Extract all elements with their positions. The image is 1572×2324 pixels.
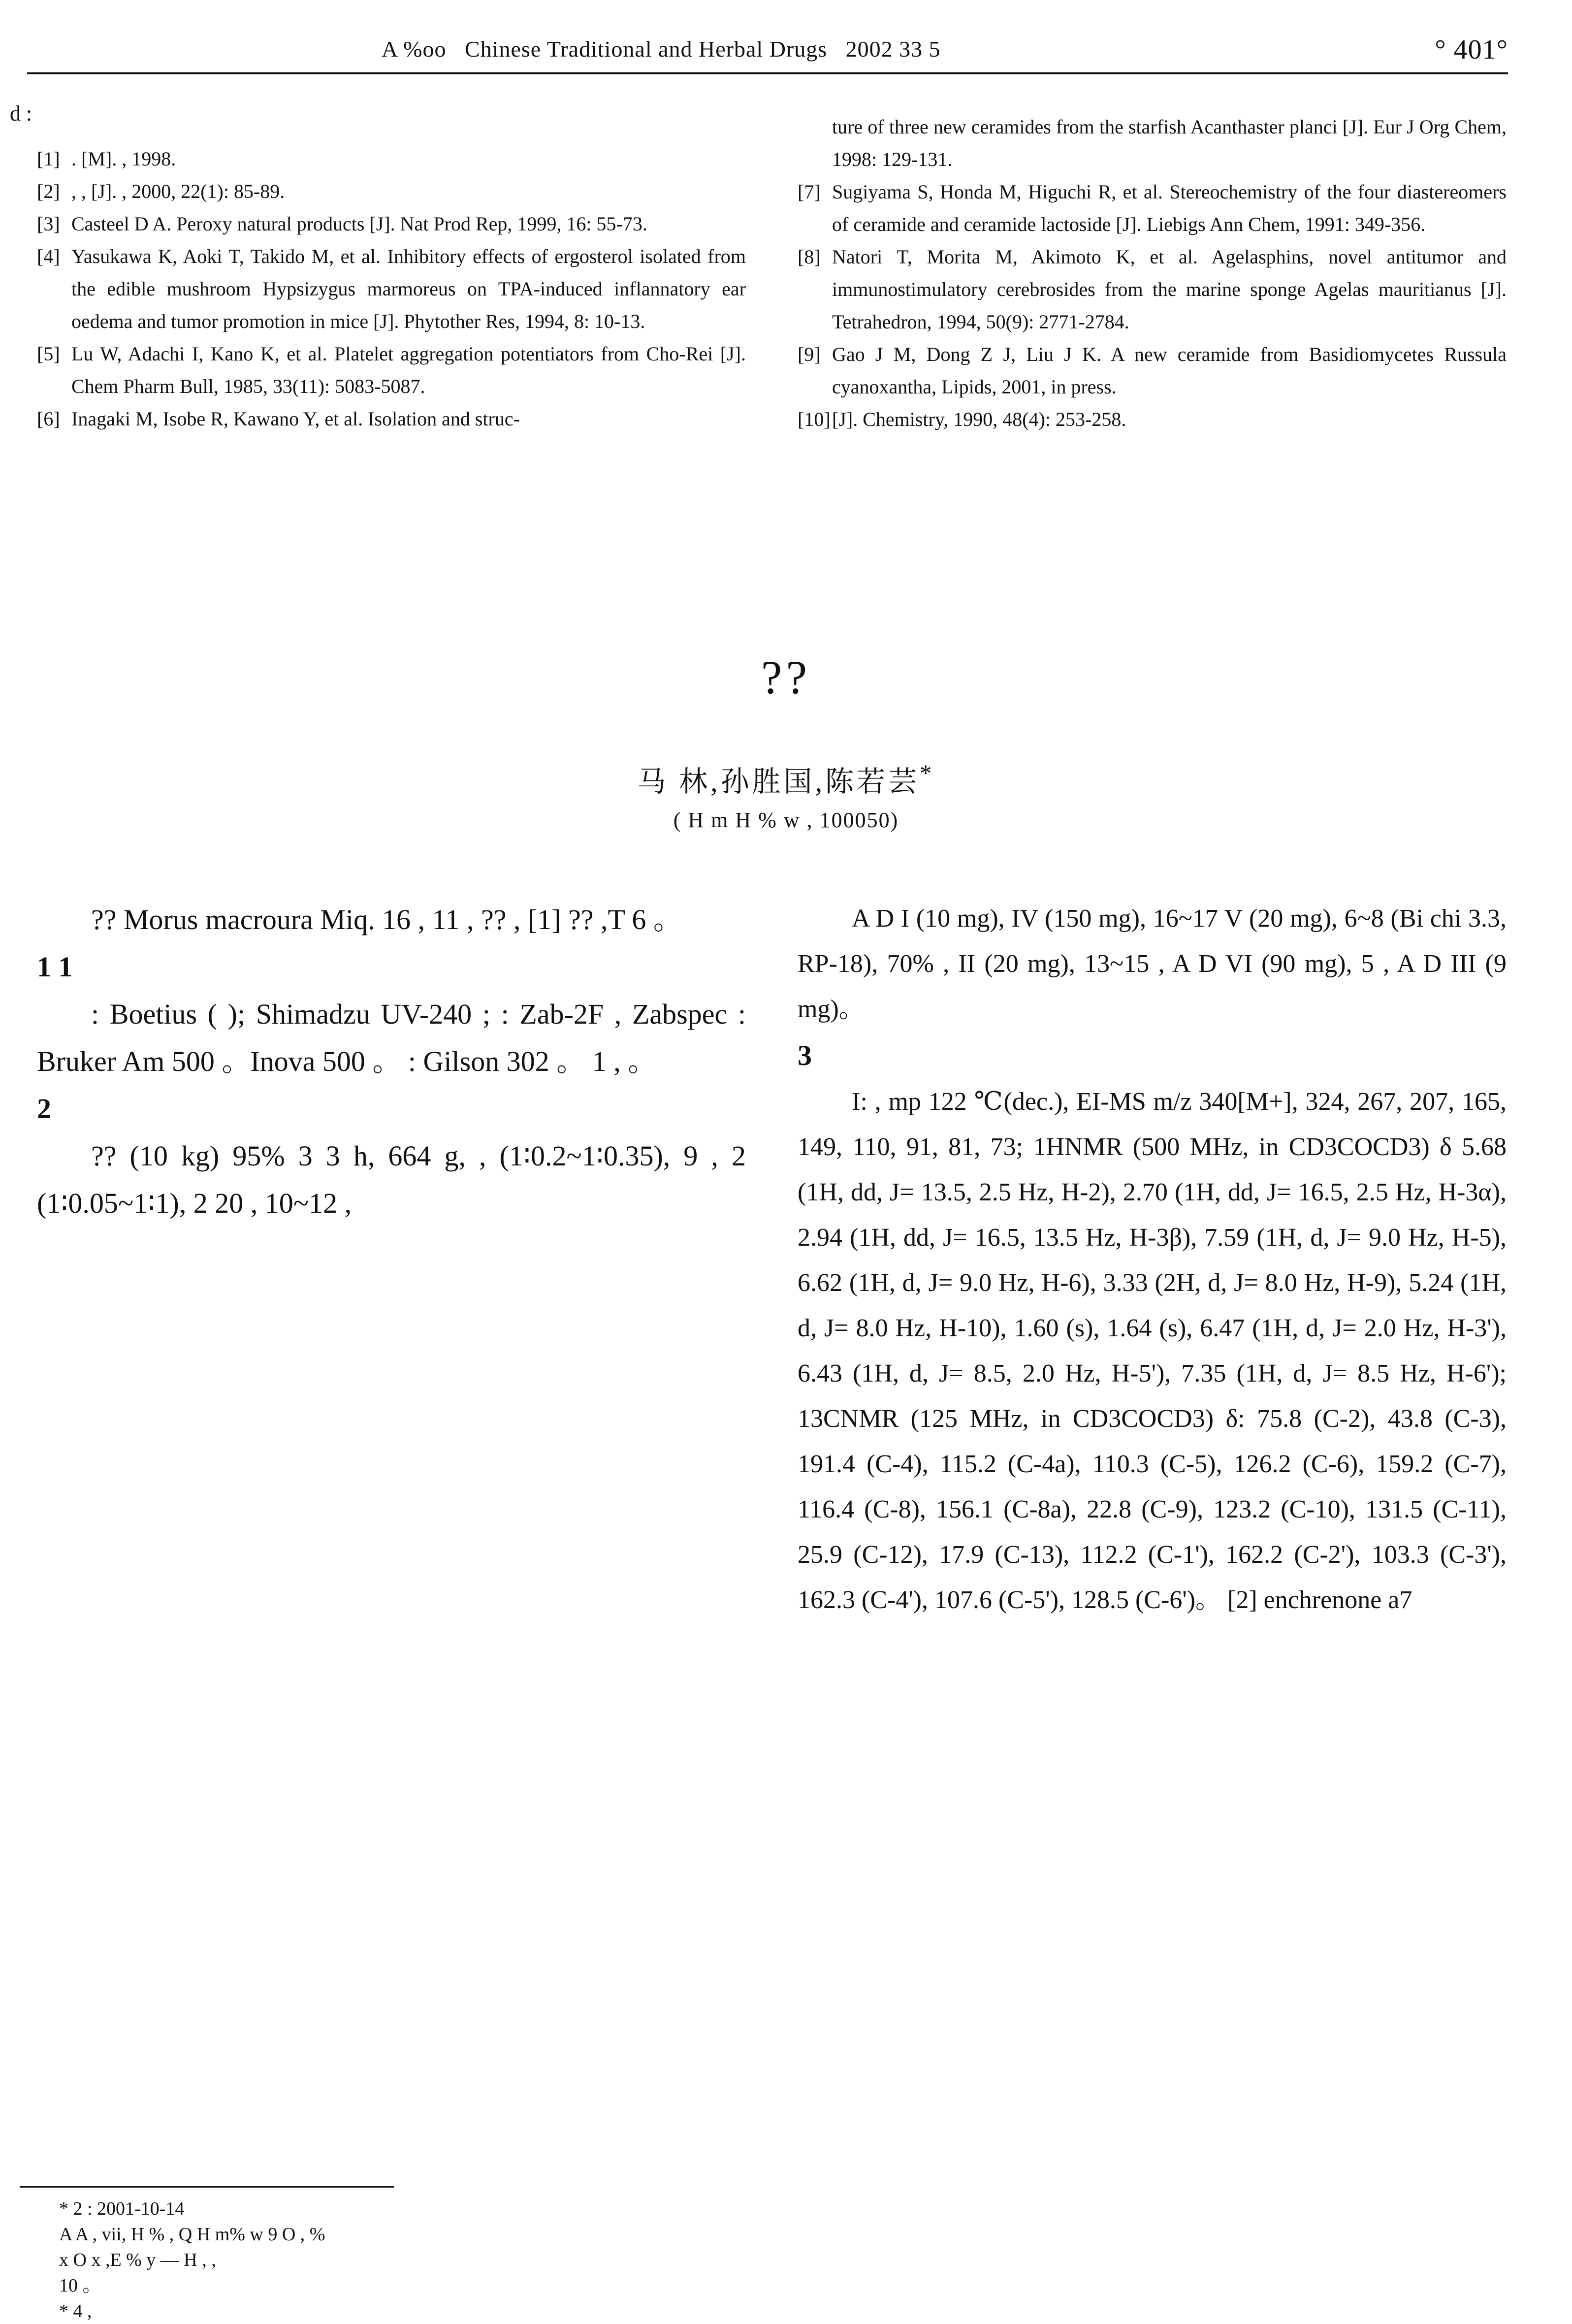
running-header bbox=[27, 27, 1508, 71]
body-right-column bbox=[798, 896, 1507, 1623]
reference-item: [3] Casteel D A. Peroxy natural products [J]. Nat Prod Rep, 1999, 16: 55-73. bbox=[37, 213, 647, 235]
spectral-data-paragraph: I: , mp 122 ℃(dec.), EI-MS m/z 340[M+], 324, 267, 207, 165, 149, 110, 91, 81, 73; 1HNMR (500 MHz, in CD3COCD3) δ 5.68 (1H, dd, J= 13.5, 2.5 Hz, H-2), 2.70 (1H, dd, J= 16.5, 2.5 Hz, H-3α), 2.94 (1H, dd, J= 16.5, 13.5 Hz, H-3β), 7.59 (1H, d, J= 9.0 Hz, H-5), 6.62 (1H, d, J= 9.0 Hz, H-6), 3.33 (2H, d, J= 8.0 Hz, H-9), 5.24 (1H, d, J= 8.0 Hz, H-10), 1.60 (s), 1.64 (s), 6.47 (1H, d, J= 2.0 Hz, H-3'), 6.43 (1H, d, J= 8.5, 2.0 Hz, H-5'), 7.35 (1H, d, J= 8.5 Hz, H-6'); 13CNMR (125 MHz, in CD3COCD3) δ: 75.8 (C-2), 43.8 (C-3), 191.4 (C-4), 115.2 (C-4a), 110.3 (C-5), 126.2 (C-6), 159.2 (C-7), 116.4 (C-8), 156.1 (C-8a), 22.8 (C-9), 123.2 (C-10), 131.5 (C-11), 25.9 (C-12), 17.9 (C-13), 112.2 (C-1'), 162.2 (C-2'), 103.3 (C-3'), 162.3 (C-4'), 107.6 (C-5'), 128.5 (C-6')。 [2] enchrenone a7 bbox=[798, 1088, 1507, 1614]
reference-item: [7] Sugiyama S, Honda M, Higuchi R, et al. Stereochemistry of the four diastereomers of ceramide and ceramide lactoside [J]. Liebigs Ann Chem, 1991: 349-356. bbox=[798, 181, 1507, 235]
footnotes bbox=[59, 2196, 1487, 2324]
body-left-column bbox=[37, 896, 746, 1227]
author-mark: * bbox=[920, 760, 935, 787]
reference-item: [1] . [M]. , 1998. bbox=[37, 148, 176, 170]
reference-item: [5] Lu W, Adachi I, Kano K, et al. Platelet aggregation potentiators from Cho-Rei [J]. Chem Pharm Bull, 1985, 33(11): 5083-5087. bbox=[37, 343, 746, 397]
extraction-paragraph: ?? (10 kg) 95% 3 3 h, 664 g, , (1∶0.2~1∶0.35), 9 , 2 (1∶0.05~1∶1), 2 20 , 10~12 , bbox=[37, 1140, 746, 1219]
reference-item: [9] Gao J M, Dong Z J, Liu J K. A new ceramide from Basidiomycetes Russula cyanoxantha, Lipids, 2001, in press. bbox=[798, 343, 1507, 398]
references-right-column bbox=[798, 111, 1507, 436]
section-heading-1: 1 1 bbox=[37, 951, 73, 983]
intro-paragraph: ?? Morus macroura Miq. 16 , 11 , ?? , [1] ?? ,T 6 。 bbox=[91, 904, 682, 936]
page-number: ° 401° bbox=[1435, 34, 1508, 65]
footnote-line: * 4 , bbox=[59, 2301, 92, 2322]
article-title: ?? bbox=[761, 651, 811, 704]
footnote-line: 10 。 bbox=[59, 2275, 101, 2296]
footnote-rule bbox=[20, 2186, 394, 2188]
instruments-paragraph: : Boetius ( ); Shimadzu UV-240 ; : Zab-2F , Zabspec : Bruker Am 500 。Inova 500 。 : Gilson 302 。 1 , 。 bbox=[37, 998, 746, 1077]
reference-item: [2] , , [J]. , 2000, 22(1): 85-89. bbox=[37, 180, 285, 202]
article-affiliation: ( H m H % w , 100050) bbox=[673, 808, 899, 832]
references-left-column bbox=[37, 143, 746, 435]
footnote-line: x O x ,E % y — H , , bbox=[59, 2250, 216, 2270]
reference-item: [6] Inagaki M, Isobe R, Kawano Y, et al. Isolation and struc- bbox=[37, 408, 520, 430]
article-authors bbox=[0, 758, 1572, 800]
section-heading-2: 2 bbox=[37, 1093, 51, 1125]
section-heading-3: 3 bbox=[798, 1039, 812, 1071]
reference-item: [10] [J]. Chemistry, 1990, 48(4): 253-258. bbox=[798, 408, 1126, 430]
references-label: d : bbox=[10, 101, 32, 126]
running-title: A %oo Chinese Traditional and Herbal Drugs 2002 33 5 bbox=[382, 36, 941, 62]
footnote-received: * 2 : 2001-10-14 bbox=[59, 2198, 185, 2219]
isolation-paragraph: A D I (10 mg), IV (150 mg), 16~17 V (20 mg), 6~8 (Bi chi 3.3, RP-18), 70% , II (20 mg), 13~15 , A D VI (90 mg), 5 , A D III (9 mg)。 bbox=[798, 904, 1507, 1023]
reference-item: [4] Yasukawa K, Aoki T, Takido M, et al. Inhibitory effects of ergosterol isolated from the edible mushroom Hypsizygus marmoreus on TPA-induced inflannatory ear oedema and tumor promotion in mice [J]. Phytother Res, 1994, 8: 10-13. bbox=[37, 245, 746, 332]
footnote-line: A A , vii, H % , Q H m% w 9 O , % bbox=[59, 2224, 325, 2245]
author-names: 马 林,孙胜国,陈若芸 bbox=[637, 766, 920, 798]
reference-item: [8] Natori T, Morita M, Akimoto K, et al. Agelasphins, novel antitumor and immunostimulatory cerebrosides from the marine sponge Agelas mauritianus [J]. Tetrahedron, 1994, 50(9): 2771-2784. bbox=[798, 246, 1507, 333]
header-rule bbox=[27, 72, 1508, 74]
reference-item: ture of three new ceramides from the starfish Acanthaster planci [J]. Eur J Org Chem, 1998: 129-131. bbox=[832, 116, 1507, 170]
